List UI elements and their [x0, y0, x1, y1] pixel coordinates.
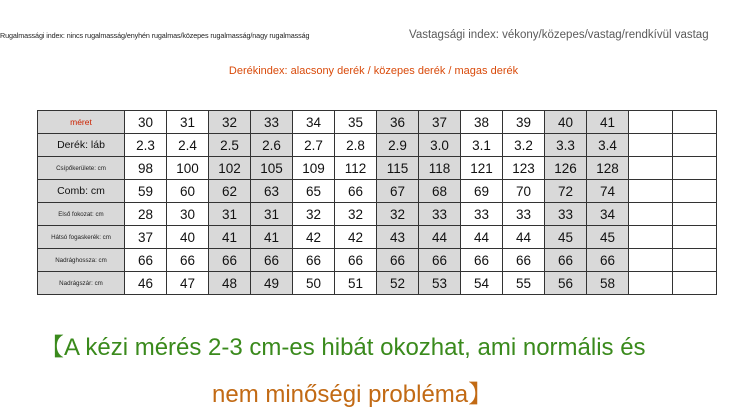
table-cell — [629, 134, 673, 157]
table-cell: 66 — [419, 249, 461, 272]
table-cell: 52 — [377, 272, 419, 295]
thickness-index: Vastagsági index: vékony/közepes/vastag/rendkívül vastag — [409, 29, 709, 41]
row-label: Hátsó fogaskerék: cm — [38, 226, 125, 249]
table-cell: 31 — [209, 203, 251, 226]
size-table — [37, 110, 717, 295]
table-cell: 63 — [251, 180, 293, 203]
table-cell: 70 — [503, 180, 545, 203]
table-cell: 102 — [209, 157, 251, 180]
table-row — [38, 203, 717, 226]
table-cell: 53 — [419, 272, 461, 295]
table-row — [38, 157, 717, 180]
table-cell: 32 — [377, 203, 419, 226]
table-cell: 56 — [545, 272, 587, 295]
table-cell — [673, 180, 717, 203]
table-cell — [673, 157, 717, 180]
table-cell: 66 — [209, 249, 251, 272]
table-cell: 30 — [167, 203, 209, 226]
table-cell: 37 — [125, 226, 167, 249]
table-cell — [673, 249, 717, 272]
table-cell: 38 — [461, 111, 503, 134]
table-cell: 2.3 — [125, 134, 167, 157]
table-cell: 66 — [335, 249, 377, 272]
row-label: Nadrághossza: cm — [38, 249, 125, 272]
table-cell: 54 — [461, 272, 503, 295]
table-cell: 66 — [251, 249, 293, 272]
table-cell: 121 — [461, 157, 503, 180]
table-cell — [673, 272, 717, 295]
row-label: méret — [38, 111, 125, 134]
table-cell: 69 — [461, 180, 503, 203]
table-cell: 33 — [461, 203, 503, 226]
measurement-note-line-1: 【A kézi mérés 2-3 cm-es hibát okozhat, ami normális és — [40, 334, 646, 361]
table-cell: 100 — [167, 157, 209, 180]
table-cell: 2.4 — [167, 134, 209, 157]
table-cell: 66 — [503, 249, 545, 272]
table-cell: 118 — [419, 157, 461, 180]
table-cell: 44 — [503, 226, 545, 249]
table-cell: 31 — [251, 203, 293, 226]
table-cell: 2.9 — [377, 134, 419, 157]
table-cell: 98 — [125, 157, 167, 180]
table-cell — [673, 134, 717, 157]
table-cell: 66 — [461, 249, 503, 272]
table-cell: 123 — [503, 157, 545, 180]
table-cell — [629, 180, 673, 203]
table-cell: 66 — [293, 249, 335, 272]
table-cell: 3.1 — [461, 134, 503, 157]
table-cell: 32 — [293, 203, 335, 226]
table-cell: 45 — [545, 226, 587, 249]
table-cell: 66 — [545, 249, 587, 272]
table-cell — [629, 111, 673, 134]
table-cell: 126 — [545, 157, 587, 180]
table-cell: 3.4 — [587, 134, 629, 157]
table-cell: 48 — [209, 272, 251, 295]
row-label: Nadrágszár: cm — [38, 272, 125, 295]
table-cell: 66 — [167, 249, 209, 272]
elasticity-index: Rugalmassági index: nincs rugalmasság/enyhén rugalmas/közepes rugalmasság/nagy rugalmasság — [0, 31, 310, 40]
table-cell — [629, 157, 673, 180]
row-label: Első fokozat: cm — [38, 203, 125, 226]
table-cell: 3.0 — [419, 134, 461, 157]
size-table-body — [38, 111, 717, 295]
waist-index: Derékindex: alacsony derék / közepes derék / magas derék — [228, 65, 519, 77]
table-cell: 2.5 — [209, 134, 251, 157]
table-cell: 44 — [419, 226, 461, 249]
table-cell: 30 — [125, 111, 167, 134]
table-cell: 55 — [503, 272, 545, 295]
measurement-note-line-2: nem minőségi probléma】 — [212, 381, 493, 408]
table-cell: 41 — [587, 111, 629, 134]
table-cell: 40 — [167, 226, 209, 249]
table-cell: 60 — [167, 180, 209, 203]
table-cell: 67 — [377, 180, 419, 203]
table-cell: 65 — [293, 180, 335, 203]
table-cell: 66 — [377, 249, 419, 272]
table-cell: 41 — [209, 226, 251, 249]
table-cell: 68 — [419, 180, 461, 203]
table-cell: 42 — [293, 226, 335, 249]
table-cell: 41 — [251, 226, 293, 249]
table-cell: 32 — [209, 111, 251, 134]
table-cell: 46 — [125, 272, 167, 295]
table-cell: 51 — [335, 272, 377, 295]
table-cell: 34 — [293, 111, 335, 134]
table-cell: 105 — [251, 157, 293, 180]
table-cell: 50 — [293, 272, 335, 295]
table-cell: 74 — [587, 180, 629, 203]
table-cell: 44 — [461, 226, 503, 249]
table-cell — [673, 226, 717, 249]
row-label: Comb: cm — [38, 180, 125, 203]
table-cell: 33 — [545, 203, 587, 226]
table-cell: 109 — [293, 157, 335, 180]
table-cell: 3.2 — [503, 134, 545, 157]
table-cell: 32 — [335, 203, 377, 226]
table-cell: 43 — [377, 226, 419, 249]
table-cell: 36 — [377, 111, 419, 134]
table-cell: 49 — [251, 272, 293, 295]
table-cell: 40 — [545, 111, 587, 134]
table-cell: 59 — [125, 180, 167, 203]
table-cell: 45 — [587, 226, 629, 249]
table-cell — [629, 249, 673, 272]
table-cell: 2.8 — [335, 134, 377, 157]
table-row — [38, 226, 717, 249]
table-cell: 128 — [587, 157, 629, 180]
table-cell: 28 — [125, 203, 167, 226]
table-cell: 72 — [545, 180, 587, 203]
row-label: Derék: láb — [38, 134, 125, 157]
table-cell: 66 — [125, 249, 167, 272]
table-cell: 2.6 — [251, 134, 293, 157]
table-cell — [673, 203, 717, 226]
row-label: Csípőkerülete: cm — [38, 157, 125, 180]
table-cell: 66 — [587, 249, 629, 272]
table-cell: 33 — [419, 203, 461, 226]
table-row — [38, 272, 717, 295]
table-cell: 66 — [335, 180, 377, 203]
table-cell: 34 — [587, 203, 629, 226]
table-cell: 2.7 — [293, 134, 335, 157]
table-row — [38, 134, 717, 157]
table-cell: 42 — [335, 226, 377, 249]
table-row — [38, 111, 717, 134]
table-cell: 112 — [335, 157, 377, 180]
table-cell: 58 — [587, 272, 629, 295]
table-cell — [673, 111, 717, 134]
table-cell: 115 — [377, 157, 419, 180]
table-cell: 47 — [167, 272, 209, 295]
table-cell — [629, 272, 673, 295]
table-cell: 3.3 — [545, 134, 587, 157]
table-cell: 33 — [251, 111, 293, 134]
table-cell — [629, 203, 673, 226]
table-cell: 62 — [209, 180, 251, 203]
table-row — [38, 180, 717, 203]
table-cell: 35 — [335, 111, 377, 134]
table-cell — [629, 226, 673, 249]
table-cell: 33 — [503, 203, 545, 226]
table-cell: 39 — [503, 111, 545, 134]
table-cell: 37 — [419, 111, 461, 134]
table-cell: 31 — [167, 111, 209, 134]
table-row — [38, 249, 717, 272]
